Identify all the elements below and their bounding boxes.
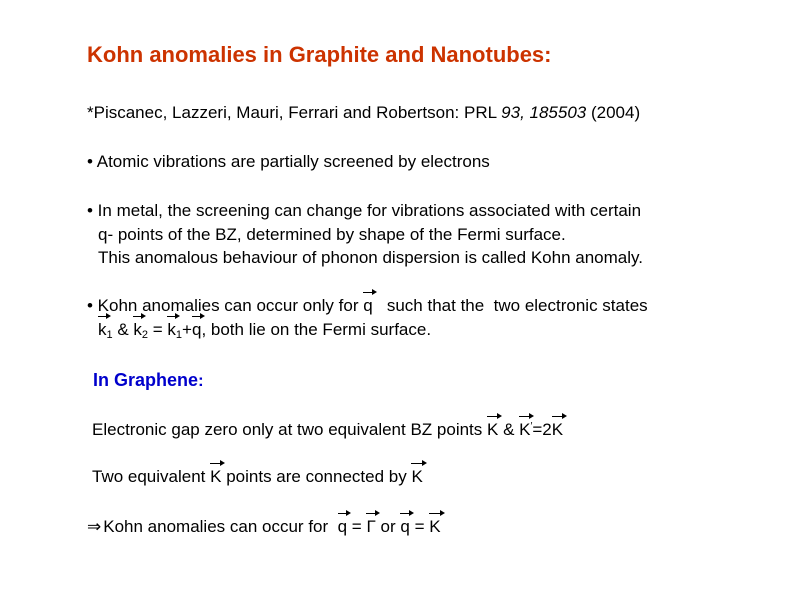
bullet-metal-line1: • In metal, the screening can change for vibrations associated with certain: [87, 201, 642, 220]
vector-Gamma: Γ: [366, 517, 376, 536]
vector-K-conclusion: K: [429, 517, 441, 536]
reference-year: (2004): [586, 103, 641, 122]
vector-k1: k: [98, 320, 107, 339]
subscript-1: 1: [106, 329, 113, 341]
implies-icon: ⇒: [87, 517, 102, 536]
kohn-line1-post: such that the two electronic states: [372, 296, 648, 315]
conclusion-pre: Kohn anomalies can occur for: [103, 517, 338, 536]
graphene-heading: [93, 370, 204, 391]
prime-mark: ′: [530, 421, 533, 432]
conclusion-eq2: =: [409, 517, 430, 536]
vector-K: K: [487, 420, 499, 439]
bullet-atomic-vibrations: • Atomic vibrations are partially screened by electrons: [87, 152, 490, 171]
vector-K-prime: K: [519, 420, 531, 439]
connected-pre: Two equivalent: [92, 467, 211, 486]
vector-K-connect: K: [411, 467, 423, 486]
graphene-connected-line: [92, 467, 423, 487]
gap-amp: &: [498, 420, 520, 439]
subscript-1-rhs: 1: [175, 329, 183, 341]
subscript-2: 2: [141, 329, 149, 341]
vector-k1-rhs: k: [167, 320, 176, 339]
bullet-metal-line2: q- points of the BZ, determined by shape of the Fermi surface.: [98, 225, 566, 244]
graphene-conclusion-line: [87, 517, 441, 537]
kohn-line1-pre: • Kohn anomalies can occur only for: [87, 296, 364, 315]
vector-q-rhs: q: [191, 320, 202, 339]
graphene-heading-colon: :: [198, 371, 204, 390]
kohn-line2-tail: , both lie on the Fermi surface.: [201, 320, 432, 339]
vector-q-conclusion: q: [337, 517, 348, 536]
graphene-gap-line: [92, 420, 563, 440]
vector-k2: k: [133, 320, 142, 339]
reference-volume-pages: 93, 185503: [501, 103, 587, 122]
gap-eq2: =2: [532, 420, 552, 439]
reference-authors: *Piscanec, Lazzeri, Mauri, Ferrari and Robertson: PRL: [87, 103, 502, 122]
conclusion-eq1: =: [347, 517, 367, 536]
slide-title: Kohn anomalies in Graphite and Nanotubes:: [87, 42, 552, 67]
graphene-heading-text: In Graphene: [93, 370, 199, 390]
plus-symbol: +: [182, 320, 192, 339]
bullet-kohn-line1: [87, 296, 648, 316]
reference-line: [87, 103, 640, 123]
vector-q-conclusion2: q: [400, 517, 410, 536]
vector-q: q: [363, 296, 373, 315]
conclusion-or: or: [375, 517, 401, 536]
bullet-metal-line3: This anomalous behaviour of phonon dispersion is called Kohn anomaly.: [98, 248, 643, 267]
amp-symbol: &: [112, 320, 134, 339]
equals-symbol: =: [148, 320, 168, 339]
vector-K-points: K: [210, 467, 222, 486]
vector-K-rhs: K: [551, 420, 564, 439]
bullet-kohn-line2: [98, 320, 431, 340]
gap-pre: Electronic gap zero only at two equivalent BZ points: [92, 420, 487, 439]
connected-mid: points are connected by: [221, 467, 412, 486]
